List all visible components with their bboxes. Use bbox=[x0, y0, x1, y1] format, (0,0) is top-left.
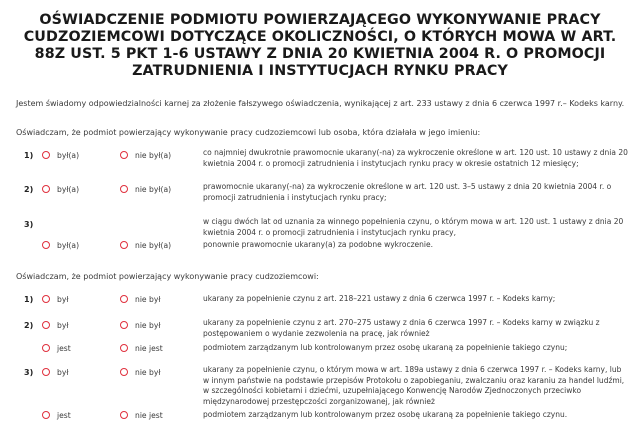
s1-q1-number: 1) bbox=[24, 151, 34, 160]
s2-q3-description-2: podmiotem zarządzanym lub kontrolowanym przez osobę ukaraną za popełnienie takiego czynu. bbox=[203, 410, 568, 419]
s1-q1-no-label: nie był(a) bbox=[135, 151, 172, 160]
s2-q2-jest-label: jest bbox=[57, 344, 71, 353]
s2-q1-yes-radio[interactable] bbox=[42, 295, 50, 303]
s2-q3-yes-label: był bbox=[57, 368, 69, 377]
section2-heading: Oświadczam, że podmiot powierzający wykonywanie pracy cudzoziemcowi: bbox=[16, 272, 319, 281]
page-title: OŚWIADCZENIE PODMIOTU POWIERZAJĄCEGO WYKONYWANIE PRACY CUDZOZIEMCOWI DOTYCZĄCE OKOLICZNOŚCI, O KTÓRYCH MOWA W ART. 88Z UST. 5 PKT 1-6 USTAWY Z DNIA 20 KWIETNIA 2004 R. O PROMOCJI ZATRUDNIENIA I INSTYTUCJACH RYNKU PRACY bbox=[23, 12, 617, 79]
s1-q3-number: 3) bbox=[24, 220, 34, 229]
s2-q2-jest-radio[interactable] bbox=[42, 344, 50, 352]
s2-q3-yes-radio[interactable] bbox=[42, 368, 50, 376]
s2-q1-yes-label: był bbox=[57, 295, 69, 304]
s1-q3-no-label: nie był(a) bbox=[135, 241, 172, 250]
s2-q2-nie-jest-radio[interactable] bbox=[120, 344, 128, 352]
s1-q2-yes-label: był(a) bbox=[57, 185, 80, 194]
s1-q2-number: 2) bbox=[24, 185, 34, 194]
s1-q3-description: w ciągu dwóch lat od uznania za winnego popełnienia czynu, o którym mowa w art. 120 ust. 1 ustawy z dnia 20 kwietnia 2004 r. o promocji zatrudnienia i instytucjach rynku pracy, bbox=[203, 217, 624, 237]
s2-q3-nie-jest-label: nie jest bbox=[135, 411, 163, 420]
s2-q1-description: ukarany za popełnienie czynu z art. 218–221 ustawy z dnia 6 czerwca 1997 r. – Kodeks karny; bbox=[203, 294, 556, 303]
s1-q2-yes-radio[interactable] bbox=[42, 185, 50, 193]
s2-q1-no-radio[interactable] bbox=[120, 295, 128, 303]
s1-q3-description-2: ponownie prawomocnie ukarany(a) za podobne wykroczenie. bbox=[203, 240, 434, 249]
s1-q1-yes-label: był(a) bbox=[57, 151, 80, 160]
s1-q3-no-radio[interactable] bbox=[120, 241, 128, 249]
s1-q1-description: co najmniej dwukrotnie prawomocnie ukarany(-na) za wykroczenie określone w art. 120 ust. 10 ustawy z dnia 20 kwietnia 2004 r. o promocji zatrudnienia i instytucjach rynku pracy w okresie ostatnich 12 miesięcy; bbox=[203, 148, 628, 168]
s1-q3-yes-radio[interactable] bbox=[42, 241, 50, 249]
s2-q3-nie-jest-radio[interactable] bbox=[120, 411, 128, 419]
s2-q2-yes-label: był bbox=[57, 321, 69, 330]
s2-q1-no-label: nie był bbox=[135, 295, 161, 304]
s1-q1-yes-radio[interactable] bbox=[42, 151, 50, 159]
s2-q2-description: ukarany za popełnienie czynu z art. 270–275 ustawy z dnia 6 czerwca 1997 r. – Kodeks karny w związku z postępowaniem o wydanie zezwolenia na pracę, jak również bbox=[203, 318, 600, 338]
s2-q2-no-label: nie był bbox=[135, 321, 161, 330]
s2-q1-number: 1) bbox=[24, 295, 34, 304]
s2-q3-jest-label: jest bbox=[57, 411, 71, 420]
s1-q2-description: prawomocnie ukarany(-na) za wykroczenie określone w art. 120 ust. 3–5 ustawy z dnia 20 kwietnia 2004 r. o promocji zatrudnienia i instytucjach rynku pracy; bbox=[203, 182, 612, 202]
s2-q2-yes-radio[interactable] bbox=[42, 321, 50, 329]
s1-q1-no-radio[interactable] bbox=[120, 151, 128, 159]
s2-q3-no-radio[interactable] bbox=[120, 368, 128, 376]
s1-q2-no-label: nie był(a) bbox=[135, 185, 172, 194]
s2-q2-description-2: podmiotem zarządzanym lub kontrolowanym przez osobę ukaraną za popełnienie takiego czynu; bbox=[203, 343, 568, 352]
s2-q3-description: ukarany za popełnienie czynu, o którym mowa w art. 189a ustawy z dnia 6 czerwca 1997 r. – Kodeks karny, lub w innym państwie na podstawie przepisów Protokołu o zapobieganiu, zwalczaniu oraz karaniu za handel ludźmi, w szczególności kobietami i dziećmi, uzupełniającego Konwencję Narodów Zjednoczonych przeciwko międzynarodowej przestępczości zorganizowanej, jak również bbox=[203, 365, 625, 406]
s2-q3-number: 3) bbox=[24, 368, 34, 377]
s2-q3-jest-radio[interactable] bbox=[42, 411, 50, 419]
s1-q3-yes-label: był(a) bbox=[57, 241, 80, 250]
s2-q2-number: 2) bbox=[24, 321, 34, 330]
s2-q2-nie-jest-label: nie jest bbox=[135, 344, 163, 353]
intro-statement: Jestem świadomy odpowiedzialności karnej za złożenie fałszywego oświadczenia, wynikającej z art. 233 ustawy z dnia 6 czerwca 1997 r.– Kodeks karny. bbox=[16, 99, 625, 108]
s2-q2-no-radio[interactable] bbox=[120, 321, 128, 329]
s1-q2-no-radio[interactable] bbox=[120, 185, 128, 193]
section1-heading: Oświadczam, że podmiot powierzający wykonywanie pracy cudzoziemcowi lub osoba, która działała w jego imieniu: bbox=[16, 128, 481, 137]
s2-q3-no-label: nie był bbox=[135, 368, 161, 377]
